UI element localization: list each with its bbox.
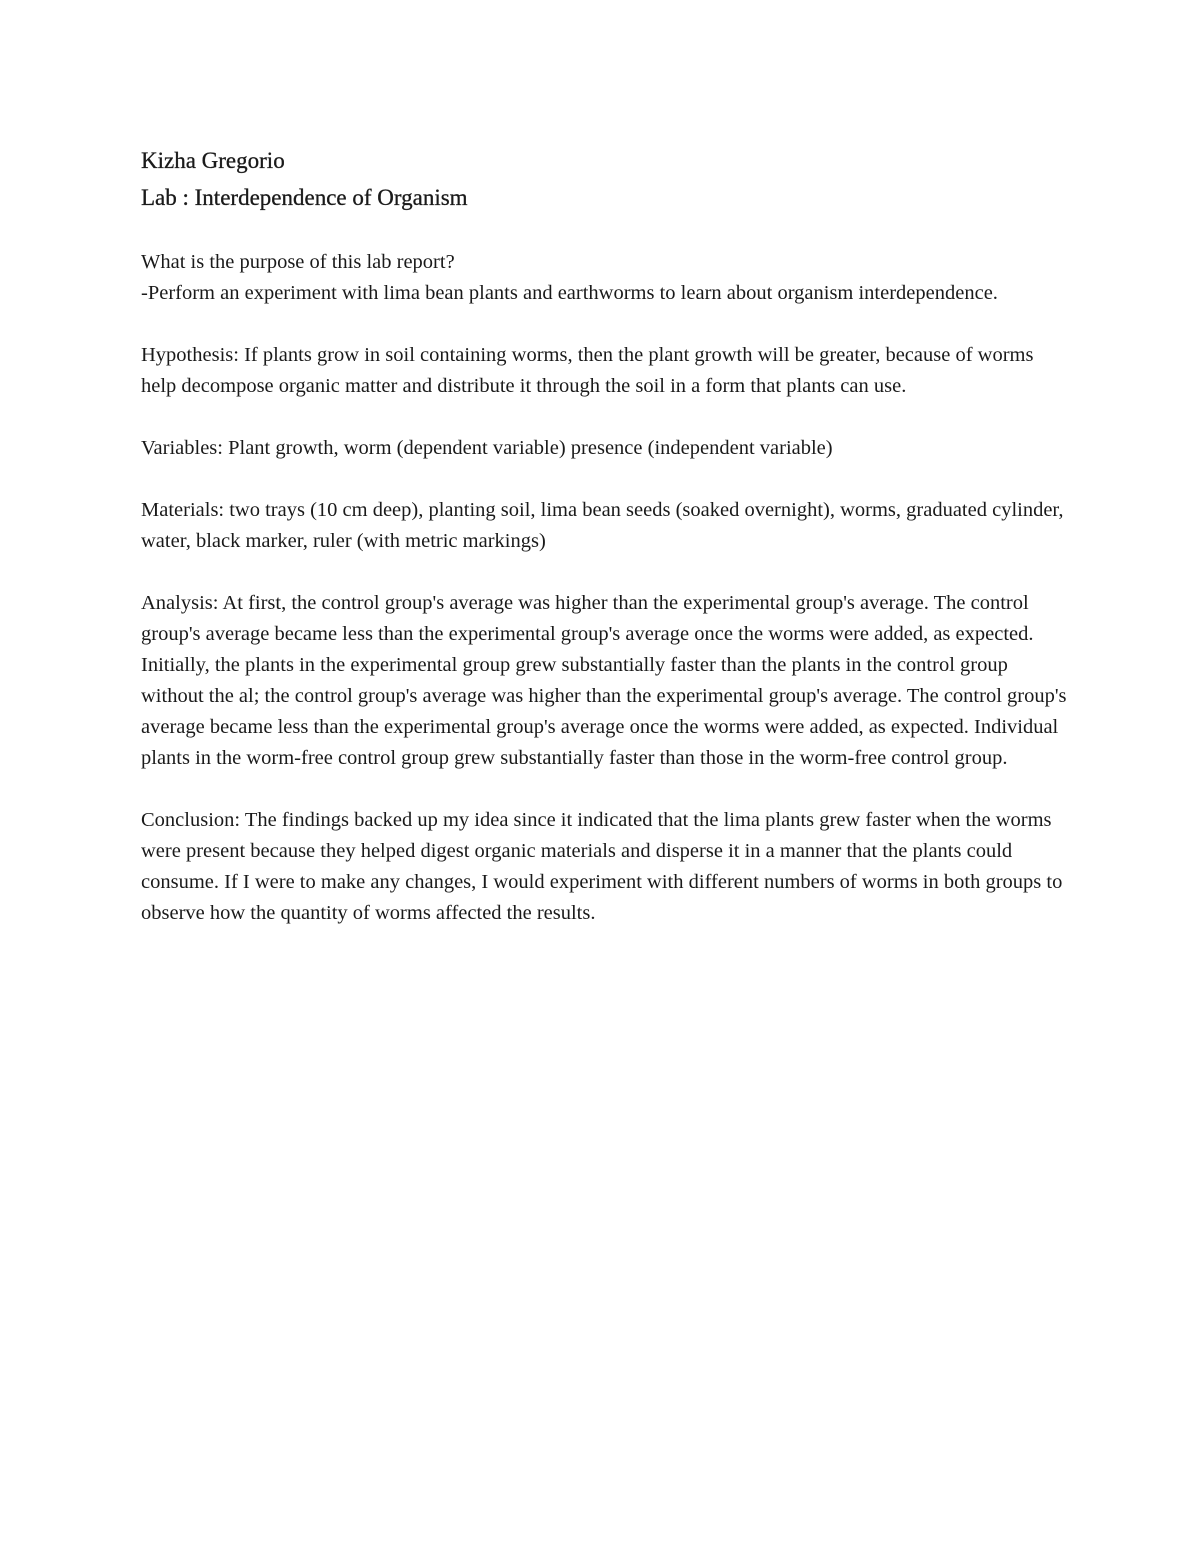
spacer: [141, 464, 1071, 495]
spacer: [141, 557, 1071, 588]
purpose-question: What is the purpose of this lab report?: [141, 251, 455, 273]
variables-paragraph: Variables: Plant growth, worm (dependent variable) presence (independent variable): [141, 437, 833, 459]
spacer: [141, 774, 1071, 805]
purpose-answer: -Perform an experiment with lima bean plants and earthworms to learn about organism interdependence.: [141, 282, 998, 304]
spacer: [141, 402, 1071, 433]
analysis-paragraph: Analysis: At first, the control group's average was higher than the experimental group's average. The control group's average became less than the experimental group's average once the worms were added, as expected. Initially, the plants in the experimental group grew substantially faster than the plants in the control group without the al; the control group's average was higher than the experimental group's average. The control group's average became less than the experimental group's average once the worms were added, as expected. Individual plants in the worm-free control group grew substantially faster than those in the worm-free control group.: [141, 592, 1067, 769]
hypothesis-paragraph: Hypothesis: If plants grow in soil containing worms, then the plant growth will be greater, because of worms help decompose organic matter and distribute it through the soil in a form that plants can use.: [141, 344, 1034, 397]
materials-paragraph: Materials: two trays (10 cm deep), planting soil, lima bean seeds (soaked overnight), worms, graduated cylinder, water, black marker, ruler (with metric markings): [141, 499, 1064, 552]
conclusion-paragraph: Conclusion: The findings backed up my idea since it indicated that the lima plants grew faster when the worms were present because they helped digest organic materials and disperse it in a manner that the plants could consume. If I were to make any changes, I would experiment with different numbers of worms in both groups to observe how the quantity of worms affected the results.: [141, 809, 1063, 924]
purpose-section: [141, 247, 1071, 309]
lab-title: Lab : Interdependence of Organism: [141, 185, 468, 210]
document-page: [141, 142, 1071, 929]
spacer: [141, 216, 1071, 247]
spacer: [141, 309, 1071, 340]
author-name: Kizha Gregorio: [141, 148, 285, 173]
